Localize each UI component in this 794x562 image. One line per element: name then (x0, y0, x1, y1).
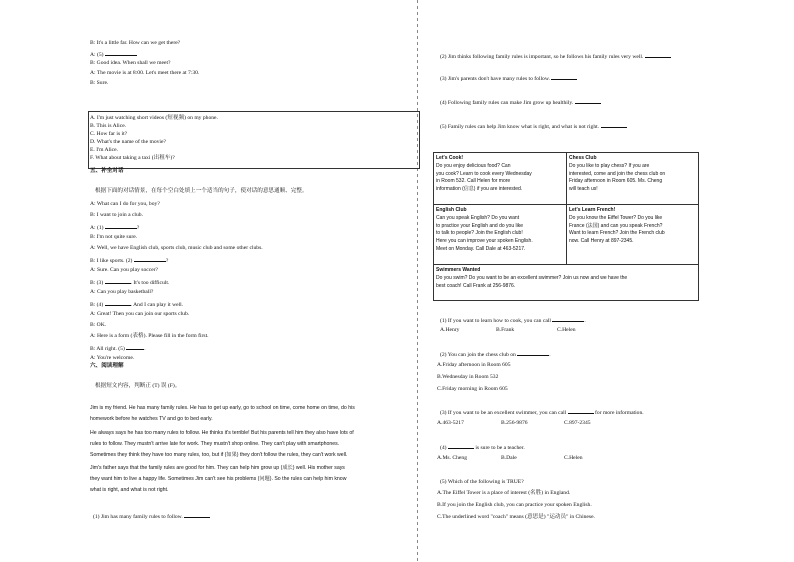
option-item: A. I'm just watching short videos (短视频) on my phone. (90, 115, 218, 121)
option-item: B. This is Alice. (90, 123, 127, 129)
ad-line: Here you can improve your spoken English. (436, 238, 533, 245)
ad-title: Swimmers Wanted (436, 267, 481, 273)
tf-question: (2) Jim thinks following family rules is important, so he follows his family rules very well. (440, 52, 671, 61)
mc-option[interactable]: C.The underlined word "coach" means (意思是) "运动员" in Chinese. (437, 514, 595, 520)
dialogue-line: A: Great! Then you can join our sports club. (90, 311, 190, 317)
ad-english (436, 207, 564, 254)
passage-line: they want him to live a happy life. Sometimes Jim can't see his problems (问题). So the rules can help him know (90, 476, 347, 482)
passage-line: rules to follow. They mustn't arrive late for work. They mustn't shop online. They can't play with smartphones. (90, 441, 340, 447)
dialogue-line: A: (5) (90, 50, 137, 59)
section-instruction: 根据短文内容，判断正 (T) 误 (F)。 (95, 383, 181, 389)
mc-option[interactable]: B.If you join the English club, you can practice your spoken English. (437, 502, 592, 508)
ad-line: will teach us! (569, 186, 598, 193)
passage-line: Jim is my friend. He has many family rules. He has to get up early, go to school on time, come home on time, do his (90, 405, 355, 411)
ad-line: France (法国) and can you speak French? (569, 222, 663, 229)
dialogue-line: A: Well, we have English club, sports club, music club and some other clubs. (90, 245, 263, 251)
answer-blank[interactable] (601, 122, 627, 128)
tf-question: (3) Jim's parents don't have many rules to follow. (440, 74, 577, 83)
ad-line: interested, come and join the chess club on (569, 170, 666, 177)
ad-title: Chess Club (569, 155, 597, 161)
tf-question: (5) Family rules can help Jim know what is right, and what is not right. (440, 122, 627, 131)
mc-option[interactable]: A.463-5217 (437, 420, 464, 426)
answer-blank[interactable] (645, 52, 671, 58)
answer-blank[interactable] (105, 223, 137, 229)
mc-option[interactable]: C.897-2345 (564, 420, 591, 426)
table-divider (433, 204, 698, 205)
dialogue-line: A: What can I do for you, boy? (90, 201, 160, 207)
dialogue-line: B: Good idea. When shall we meet? (90, 60, 171, 66)
answer-blank[interactable] (134, 256, 166, 262)
section-instruction: 根据下面的对话情景，在每个空白处填上一个适当的句子，使对话的意思通顺、完整。 (95, 188, 308, 194)
mc-option[interactable]: C.Friday morning in Room 605 (437, 386, 508, 392)
ad-title: English Club (436, 207, 467, 213)
answer-blank[interactable] (105, 300, 131, 306)
dialogue-line: B: Sure. (90, 80, 109, 86)
mc-question: (4) is sure to be a teacher. (440, 445, 525, 451)
mc-option[interactable]: A.The Eiffel Tower is a place of interest (名胜) in England. (437, 490, 571, 496)
ad-line: information (信息) if you are interested. (436, 186, 523, 193)
option-item: E. I'm Alice. (90, 147, 119, 153)
dialogue-line: B: It's a little far. How can we get there? (90, 40, 181, 46)
answer-blank[interactable] (448, 443, 474, 449)
ad-line: Can you speak English? Do you want (436, 214, 520, 221)
table-divider (566, 152, 567, 264)
ad-line: best coach! Call Frank at 256-9876. (436, 282, 516, 289)
dialogue-line: B: I'm not quite sure. (90, 234, 138, 240)
answer-blank[interactable] (517, 350, 549, 356)
option-item: D. What's the name of the movie? (90, 139, 166, 145)
mc-option[interactable]: C.Helen (564, 455, 583, 461)
passage-line: homework before he watches TV and go to bed early. (90, 416, 213, 422)
ad-title: Let's Cook! (436, 155, 464, 161)
ad-line: to talk to people? Join the English club! (436, 230, 523, 237)
section-title: 六、阅读理解 (90, 363, 124, 369)
mc-question: (3) If you want to be an excellent swimmer, you can call for more information. (440, 410, 644, 416)
answer-blank[interactable] (551, 74, 577, 80)
dialogue-line: A: You're welcome. (90, 355, 135, 361)
answer-blank[interactable] (575, 98, 601, 104)
dialogue-line: A: Sure. Can you play soccer? (90, 267, 159, 273)
ad-cooking (436, 155, 564, 194)
ad-line: Do you like to play chess? If you are (569, 162, 650, 169)
dialogue-line: B: All right. (5) . (90, 346, 146, 352)
section-title: 五、补全对话 (90, 168, 124, 174)
passage-line: Sometimes they think they have too many rules, too, but if (如果) they don't follow the rules, they can't work well. (90, 452, 348, 458)
answer-blank[interactable] (105, 50, 137, 56)
ad-swimmers (436, 267, 694, 290)
dialogue-line: A: Can you play basketball? (90, 289, 154, 295)
mc-option[interactable]: C.Helen (557, 327, 576, 333)
ad-line: you cook? Learn to cook every Wednesday (436, 170, 532, 177)
mc-question: (5) Which of the following is TRUE? (440, 479, 524, 485)
ad-line: to practice your English and do you like (436, 222, 523, 229)
mc-option[interactable]: B.Dale (501, 455, 517, 461)
dialogue-line: A: (1) ? (90, 225, 140, 231)
ad-line: Do you know the Eiffel Tower? Do you like (569, 214, 663, 221)
mc-option[interactable]: A.Friday afternoon in Room 605 (437, 362, 511, 368)
answer-blank[interactable] (184, 512, 210, 518)
dialogue-line: B: I want to join a club. (90, 212, 143, 218)
mc-option[interactable]: A.Ms. Cheng (437, 455, 467, 461)
answer-blank[interactable] (126, 344, 144, 350)
mc-option[interactable]: A.Henry (440, 327, 460, 333)
passage-line: He always says he has too many rules to follow. He thinks it's terrible! But his parents tell him they also have lots of (90, 430, 354, 436)
answer-blank[interactable] (105, 278, 131, 284)
ad-chess (569, 155, 695, 194)
option-item: C. How far is it? (90, 131, 128, 137)
ad-line: now. Call Henry at 897-2345. (569, 238, 634, 245)
mc-question: (2) You can join the chess club on . (440, 352, 551, 358)
ad-line: Meet on Monday. Call Dale at 463-5217. (436, 245, 526, 252)
passage-line: Jim's father says that the family rules are good for him. They can help him grow up (成长) well. His mother says (90, 465, 345, 471)
answer-blank[interactable] (552, 316, 584, 322)
ad-title: Let's Learn French! (569, 207, 616, 213)
answer-blank[interactable] (568, 408, 594, 414)
ad-line: Do you swim? Do you want to be an excellent swimmer? Join us now and we have the (436, 274, 628, 281)
dialogue-line: B: (3) . It's too difficult. (90, 280, 170, 286)
tf-question: (1) Jim has many family rules to follow. (93, 512, 210, 521)
tf-question: (4) Following family rules can make Jim grow up healthily. (440, 98, 601, 107)
dialogue-line: A: Here is a form (表格). Please fill in the form first. (90, 333, 209, 339)
mc-option[interactable]: B.Frank (496, 327, 515, 333)
dialogue-line: B: OK. (90, 322, 107, 328)
ad-line: Want to learn French? Join the French club (569, 230, 665, 237)
column-divider (417, 0, 418, 562)
table-divider (433, 264, 698, 265)
dialogue-line: A: The movie is at 8:00. Let's meet there at 7:30. (90, 70, 200, 76)
dialogue-line: B: I like sports. (2) ? (90, 258, 169, 264)
mc-question: (1) If you want to learn how to cook, you can call . (440, 318, 586, 324)
mc-option[interactable]: B.256-9876 (501, 420, 528, 426)
option-item: F. What about taking a taxi (出租车)? (90, 155, 175, 161)
mc-option[interactable]: B.Wednesday in Room 532 (437, 374, 499, 380)
passage-line: what is right, and what is not right. (90, 487, 169, 493)
ad-line: Friday afternoon in Room 605. Ms. Cheng (569, 178, 663, 185)
ad-line: in Room 532. Call Helen for more (436, 178, 511, 185)
dialogue-line: B: (4) . And I can play it well. (90, 302, 184, 308)
ad-french (569, 207, 695, 246)
ad-line: Do you enjoy delicious food? Can (436, 162, 511, 169)
